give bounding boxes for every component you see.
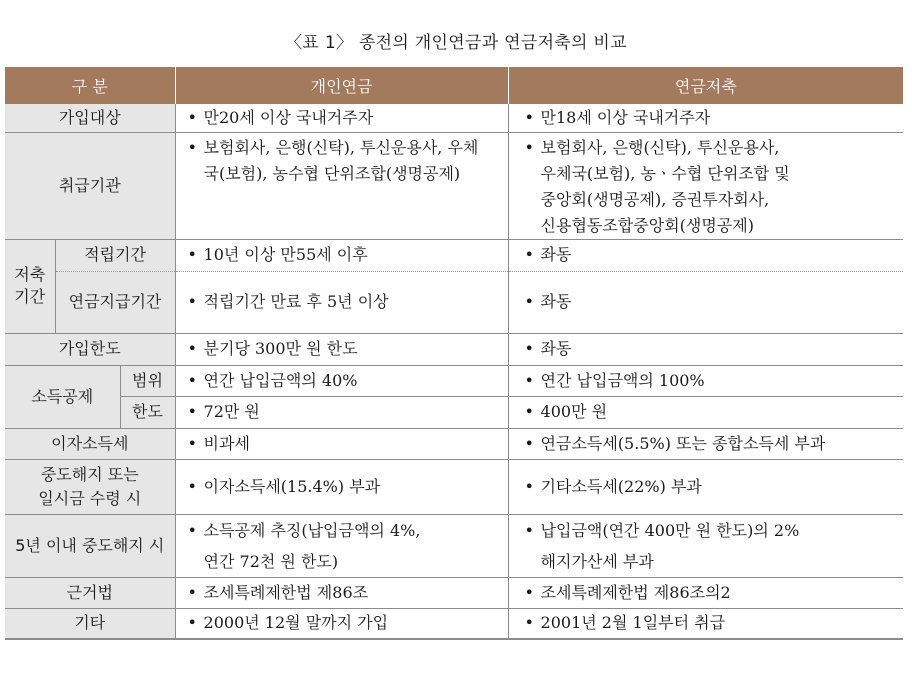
table-row — [5, 132, 903, 239]
row-label: 이자소득세 — [5, 428, 175, 459]
row-label: 기타 — [5, 608, 175, 639]
cell-text: 신용협동조합중앙회(생명공제) — [540, 215, 754, 235]
table-row — [5, 271, 903, 333]
table-row — [5, 608, 903, 639]
cell-text: • 소득공제 추징(납입금액의 4%, — [188, 515, 508, 546]
row-label: 가입한도 — [5, 333, 175, 365]
cell-text: 연간 72천 원 한도) — [203, 551, 339, 571]
cell-text: • 72만 원 — [188, 399, 508, 425]
cell-text: • 비과세 — [188, 431, 508, 457]
table-row — [5, 577, 903, 608]
cell-text: • 10년 이상 만55세 이후 — [188, 242, 508, 268]
row-label: 소득공제 — [5, 365, 120, 428]
table-row — [5, 239, 903, 271]
table-caption: 〈표 1〉 종전의 개인연금과 연금저축의 비교 — [285, 33, 627, 53]
header-category: 구 분 — [5, 67, 175, 104]
cell-text: • 납입금액(연간 400만 원 한도)의 2% — [525, 515, 904, 546]
cell-text: • 만18세 이상 국내거주자 — [525, 105, 904, 131]
table-row — [5, 428, 903, 459]
row-label: 취급기관 — [5, 132, 175, 239]
cell-text: • 좌동 — [525, 336, 904, 362]
table-row — [5, 396, 903, 428]
table-row — [5, 365, 903, 396]
cell-text: • 좌동 — [525, 289, 904, 315]
cell-text: • 보험회사, 은행(신탁), 투신운용사, 우체 — [188, 135, 508, 161]
cell-text: • 2000년 12월 말까지 가입 — [188, 610, 508, 636]
table-row — [5, 514, 903, 577]
row-label: 적립기간 — [55, 239, 175, 271]
row-label: 일시금 수령 시 — [38, 488, 142, 508]
row-label: 5년 이내 중도해지 시 — [5, 514, 175, 577]
group-label: 기간 — [14, 287, 46, 306]
table-row — [5, 104, 903, 132]
cell-text: • 연간 납입금액의 100% — [525, 368, 904, 394]
cell-text: • 적립기간 만료 후 5년 이상 — [188, 289, 508, 315]
header-col2: 연금저축 — [508, 67, 903, 104]
table-row — [5, 459, 903, 514]
header-col1: 개인연금 — [175, 67, 508, 104]
cell-text: 우체국(보험), 농ㆍ수협 단위조합 및 — [540, 163, 790, 183]
cell-text: • 2001년 2월 1일부터 취급 — [525, 610, 904, 636]
row-sublabel: 한도 — [120, 396, 175, 428]
cell-text: • 연간 납입금액의 40% — [188, 368, 508, 394]
row-label: 중도해지 또는 — [40, 464, 139, 484]
cell-text: • 연금소득세(5.5%) 또는 종합소득세 부과 — [525, 431, 904, 457]
cell-text: • 이자소득세(15.4%) 부과 — [188, 474, 508, 500]
row-label: 연금지급기간 — [55, 271, 175, 333]
cell-text: 해지가산세 부과 — [540, 551, 654, 571]
row-label: 가입대상 — [5, 104, 175, 132]
cell-text: • 기타소득세(22%) 부과 — [525, 474, 904, 500]
cell-text: 국(보험), 농수협 단위조합(생명공제) — [203, 163, 461, 183]
cell-text: • 400만 원 — [525, 399, 904, 425]
cell-text: • 보험회사, 은행(신탁), 투신운용사, — [525, 135, 904, 161]
cell-text: • 만20세 이상 국내거주자 — [188, 105, 508, 131]
cell-text: • 분기당 300만 원 한도 — [188, 336, 508, 362]
row-sublabel: 범위 — [120, 365, 175, 396]
cell-text: • 좌동 — [525, 242, 904, 268]
cell-text: • 조세특례제한법 제86조 — [188, 580, 508, 606]
comparison-table — [5, 67, 903, 640]
cell-text: • 조세특례제한법 제86조의2 — [525, 580, 904, 606]
cell-text: 중앙회(생명공제), 증권투자회사, — [540, 189, 770, 209]
row-label: 근거법 — [5, 577, 175, 608]
header-row — [5, 67, 903, 104]
group-label: 저축 — [14, 265, 46, 284]
table-row — [5, 333, 903, 365]
